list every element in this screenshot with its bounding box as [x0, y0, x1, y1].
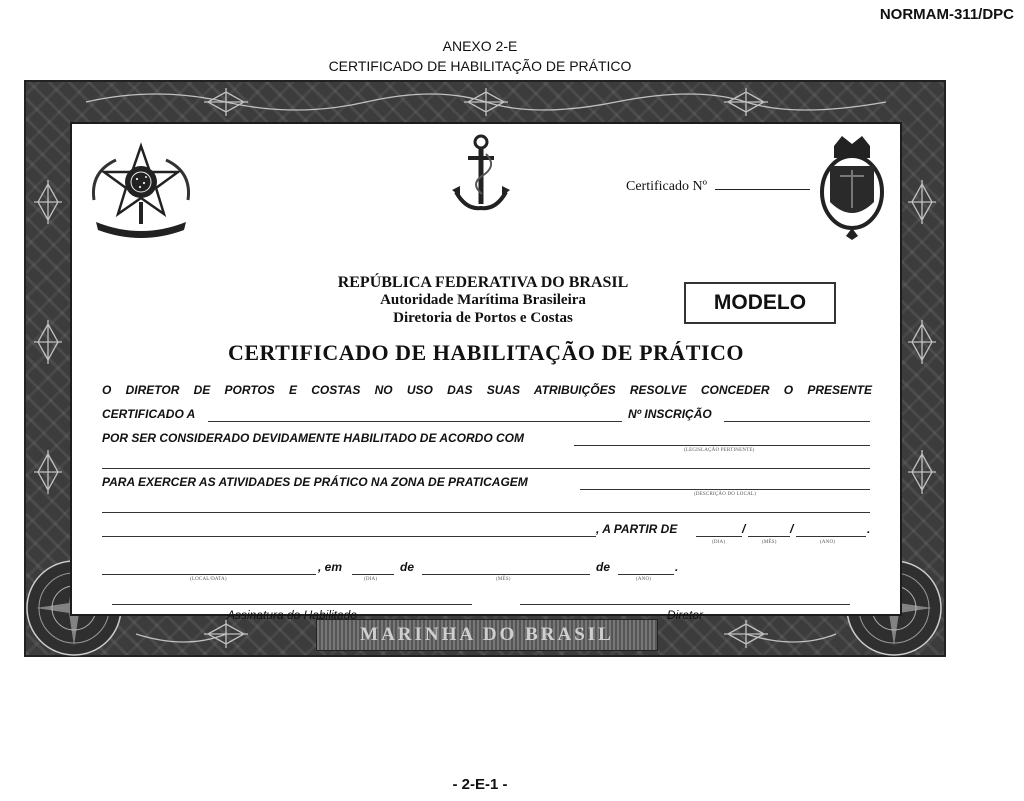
legislation-field-continued — [102, 468, 870, 469]
republic-heading: REPÚBLICA FEDERATIVA DO BRASIL — [337, 274, 629, 291]
certificate-number-field — [626, 179, 810, 195]
text-line-3: POR SER CONSIDERADO DEVIDAMENTE HABILITADO DE ACORDO COM — [102, 431, 525, 445]
holder-signature-label: Assinatura do Habilitado — [226, 608, 358, 622]
issue-month-hint: (MÊS) — [496, 577, 511, 582]
start-date-end-period: . — [867, 522, 871, 536]
text-line-5: , A PARTIR DE — [596, 522, 678, 536]
location-hint: (DESCRIÇÃO DO LOCAL) — [694, 492, 757, 497]
issue-day-hint: (DIA) — [364, 577, 378, 582]
start-month-field — [748, 536, 790, 537]
ornament-right-3 — [908, 450, 936, 494]
certificate-body — [70, 122, 902, 622]
annex-number: ANEXO 2-E — [442, 38, 518, 54]
text-line-6-em: , em — [318, 560, 343, 574]
ornament-left-2 — [34, 320, 62, 364]
legislation-field — [574, 445, 870, 446]
director-signature-line — [520, 604, 850, 605]
location-field-continued — [102, 512, 870, 513]
text-line-2-right: Nº INSCRIÇÃO — [628, 407, 712, 421]
certificate-number-label: Certificado Nº — [626, 179, 707, 194]
holder-name-field — [208, 421, 622, 422]
page-footer: - 2-E-1 - — [452, 776, 508, 793]
issue-month-field — [422, 574, 590, 575]
legislation-hint: (LEGISLAÇÃO PERTINENTE) — [684, 448, 755, 453]
place-date-hint: (LOCAL/DATA) — [190, 577, 227, 582]
directorate-heading: Diretoria de Portos e Costas — [393, 310, 573, 326]
location-field — [580, 489, 870, 490]
issue-year-field — [618, 574, 674, 575]
date-separator: / — [742, 522, 746, 536]
ornament-right-1 — [908, 180, 936, 224]
director-signature-label: Diretor — [666, 608, 703, 622]
authority-heading: Autoridade Marítima Brasileira — [380, 292, 586, 308]
start-day-hint: (DIA) — [712, 540, 726, 545]
start-year-hint: (ANO) — [820, 540, 836, 545]
issue-year-hint: (ANO) — [636, 577, 652, 582]
annex-title: CERTIFICADO DE HABILITAÇÃO DE PRÁTICO — [328, 58, 632, 74]
start-date-text-field — [102, 536, 596, 537]
issue-date-end-period: . — [675, 560, 679, 574]
issue-day-field — [352, 574, 394, 575]
date-separator: / — [790, 522, 794, 536]
ornament-left-1 — [34, 180, 62, 224]
annex-heading — [0, 36, 960, 76]
navy-crest-icon — [812, 132, 892, 240]
registration-number-field — [724, 421, 870, 422]
start-year-field — [796, 536, 866, 537]
ornament-right-2 — [908, 320, 936, 364]
certificate-number-blank — [715, 189, 810, 190]
place-date-field — [102, 574, 316, 575]
border-stamp: MARINHA DO BRASIL — [316, 619, 658, 651]
start-month-hint: (MÊS) — [762, 540, 777, 545]
ornament-left-3 — [34, 450, 62, 494]
text-line-4: PARA EXERCER AS ATIVIDADES DE PRÁTICO NA ZONA DE PRATICAGEM — [102, 475, 528, 489]
document-code: NORMAM-311/DPC — [879, 6, 1014, 23]
modelo-stamp: MODELO — [684, 282, 836, 324]
brazil-coat-of-arms-icon — [86, 142, 196, 244]
text-line-6-de-2: de — [596, 560, 611, 574]
text-line-6-de-1: de — [400, 560, 415, 574]
holder-signature-line — [112, 604, 472, 605]
start-day-field — [696, 536, 742, 537]
certificate-title: CERTIFICADO DE HABILITAÇÃO DE PRÁTICO — [227, 340, 745, 365]
certificate-frame — [24, 80, 946, 657]
anchor-icon — [448, 132, 514, 216]
text-line-1: O DIRETOR DE PORTOS E COSTAS NO USO DAS SUAS ATRIBUIÇÕES RESOLVE CONCEDER O PRESENTE — [102, 383, 872, 397]
text-line-2-left: CERTIFICADO A — [102, 407, 196, 421]
